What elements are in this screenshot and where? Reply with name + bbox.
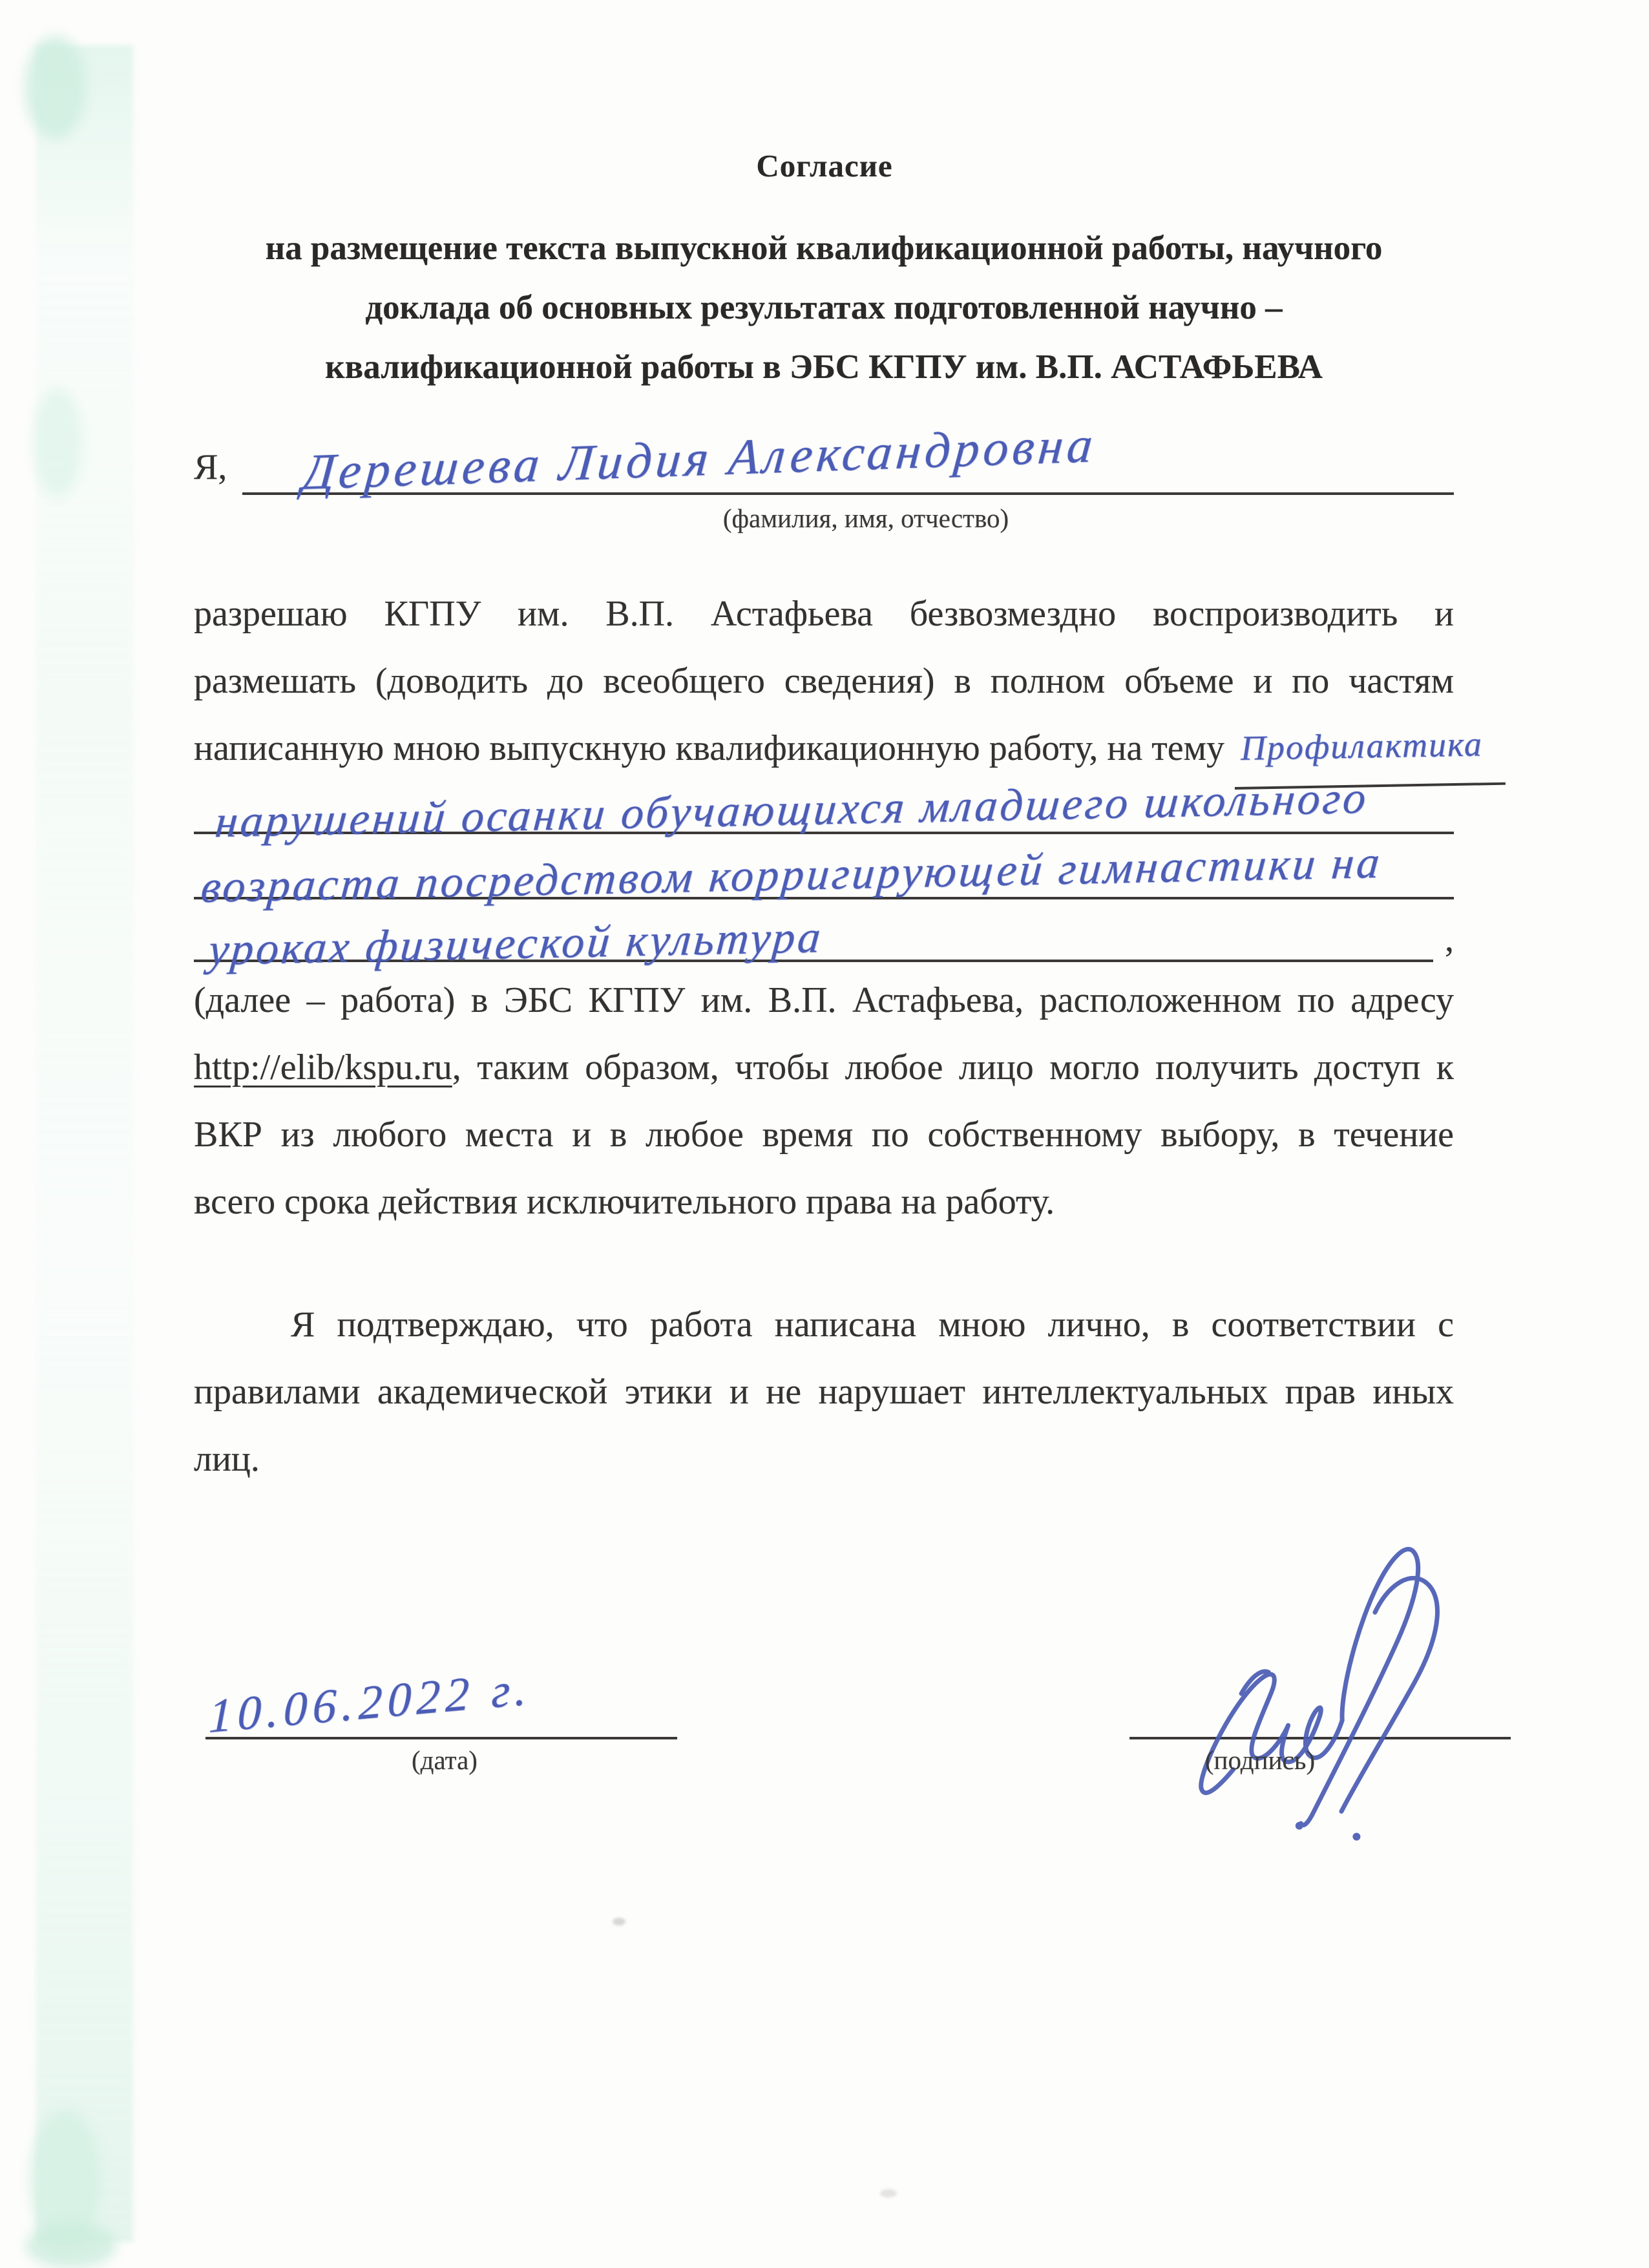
topic-blank-line xyxy=(194,899,1433,975)
signature-caption: (подпись) xyxy=(1204,1745,1316,1775)
fio-caption: (фамилия, имя, отчество) xyxy=(722,503,1009,533)
subtitle-line: квалификационной работы в ЭБС КГПУ им. В.П. АСТАФЬЕВА xyxy=(325,348,1323,386)
body-line: ВКР из любого места и в любое время по собственному выбору, в течение xyxy=(194,1115,1454,1155)
document-title: Согласие xyxy=(756,148,893,184)
scan-artifact xyxy=(34,388,82,498)
body-line: Я подтверждаю, что работа написана мною лично, в соответствии с xyxy=(291,1305,1454,1345)
confirmation-paragraph xyxy=(194,1291,1454,1493)
body-line: написанную мною выпускную квалификационную работу, на тему xyxy=(194,728,1225,768)
scan-artifact xyxy=(613,1918,625,1926)
handwritten-full-name: Дерешева Лидия Александровна xyxy=(300,415,1099,500)
name-blank-line xyxy=(242,415,1454,500)
access-paragraph xyxy=(194,967,1454,1235)
scan-artifact xyxy=(880,2189,897,2198)
document-subtitle xyxy=(181,218,1467,397)
subtitle-line: на размещение текста выпускной квалификационной работы, научного xyxy=(265,229,1383,267)
scan-artifact xyxy=(26,2223,116,2268)
handwritten-topic-line: нарушений осанки обучающихся младшего школьного xyxy=(213,773,1371,847)
topic-line xyxy=(194,769,1454,847)
topic-line xyxy=(194,834,1454,912)
date-caption: (дата) xyxy=(412,1745,478,1775)
scan-artifact xyxy=(36,45,133,2242)
body-line xyxy=(194,1034,1454,1101)
topic-line xyxy=(194,899,1454,975)
handwritten-signature-scribble xyxy=(1207,1512,1478,1835)
scan-artifact xyxy=(25,36,86,139)
body-line: лиц. xyxy=(194,1439,260,1479)
declarant-row xyxy=(194,415,1454,500)
handwritten-topic-line: возраста посредством корригирующей гимнастики на xyxy=(199,837,1384,912)
handwritten-topic-word: Профилактика xyxy=(1234,710,1506,790)
body-line: всего срока действия исключительного права на работу. xyxy=(194,1182,1055,1222)
body-line: правилами академической этики и не нарушает интеллектуальных прав иных xyxy=(194,1372,1454,1412)
handwritten-topic-block xyxy=(194,769,1454,975)
permission-paragraph xyxy=(194,580,1484,790)
handwritten-topic-line: уроках физической культура xyxy=(207,912,825,975)
body-line: (далее – работа) в ЭБС КГПУ им. В.П. Астафьева, расположенном по адресу xyxy=(194,980,1454,1020)
body-line-rest: , таким образом, чтобы любое лицо могло получить доступ к xyxy=(452,1047,1454,1087)
declarant-prefix: Я, xyxy=(194,447,227,487)
subtitle-line: доклада об основных результатах подготовленной научно – xyxy=(365,289,1283,326)
date-blank-line xyxy=(205,1661,677,1743)
topic-trailing-comma: , xyxy=(1445,919,1454,960)
handwritten-date: 10.06.2022 г. xyxy=(208,1661,532,1743)
elib-url-text: http://elib/kspu.ru xyxy=(194,1047,452,1087)
body-line: размешать (доводить до всеобщего сведения) в полном объеме и по частям xyxy=(194,661,1454,701)
body-line: разрешаю КГПУ им. В.П. Астафьева безвозмездно воспроизводить и xyxy=(194,594,1454,634)
